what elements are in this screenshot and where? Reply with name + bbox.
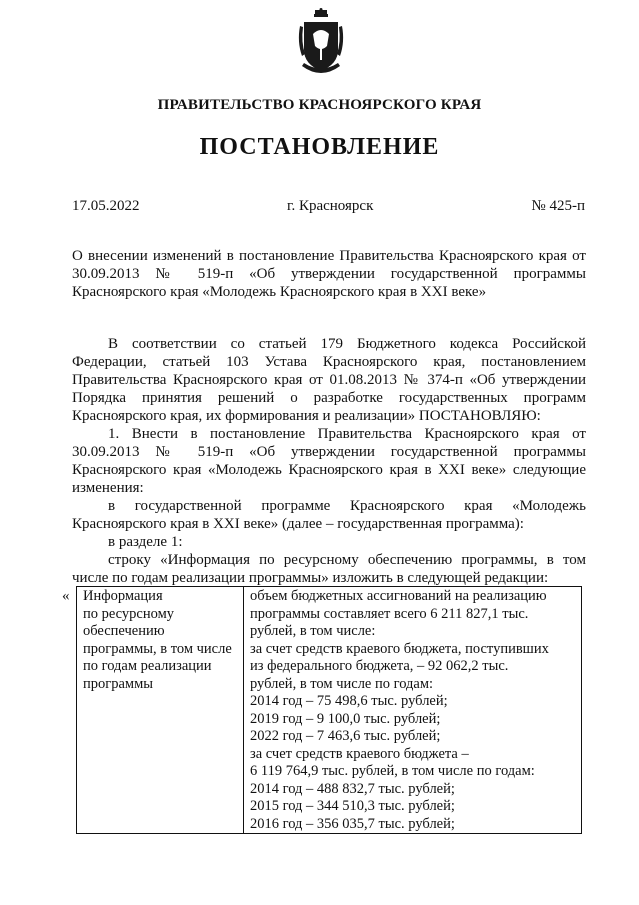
table-value-line: 2019 год – 9 100,0 тыс. рублей; [250, 710, 441, 727]
table-value-line: 2014 год – 488 832,7 тыс. рублей; [250, 780, 455, 797]
table-label-line: Информация [83, 588, 163, 604]
table-label-line: программы, в том числе [83, 640, 232, 657]
government-title: ПРАВИТЕЛЬСТВО КРАСНОЯРСКОГО КРАЯ [157, 97, 482, 113]
document-number: № 425-п [531, 198, 585, 214]
document-date: 17.05.2022 [72, 198, 140, 214]
table-value-line: из федерального бюджета, – 92 062,2 тыс. [250, 658, 509, 674]
krasnoyarsk-coat-of-arms-icon [296, 8, 346, 78]
table-label-line: по годам реализации [83, 658, 212, 674]
table-value-cell [244, 587, 582, 834]
document-body [72, 335, 586, 587]
table-label-cell [77, 587, 244, 834]
table-value-line: 2014 год – 75 498,6 тыс. рублей; [250, 693, 448, 709]
table-label-line: по ресурсному [83, 605, 175, 622]
body-paragraph: 1. Внести в постановление Правительства Красноярского края от 30.09.2013 № 519-п «Об утверждении государственной программы Красноярского края «Молодежь Красноярского края в XXI веке» следующие изменения: [72, 426, 586, 496]
resource-info-table [76, 586, 582, 834]
table-value-line: за счет средств краевого бюджета – [250, 745, 469, 762]
table-row [77, 587, 582, 834]
table-value-line: программы составляет всего 6 211 827,1 тыс. [250, 605, 529, 622]
table-label-line: обеспечению [83, 623, 165, 639]
body-paragraph: В соответствии со статьей 179 Бюджетного кодекса Российской Федерации, статьей 103 Устава Красноярского края, постановлением Правительства Красноярского края от 01.08.2013 № 374-п «Об утверждении Порядка принятия решений о разработке государственных программ Красноярского края, их формирования и реализации» ПОСТАНОВЛЯЮ: [72, 336, 586, 424]
table-value-line: рублей, в том числе: [250, 623, 376, 639]
table-value-line: рублей, в том числе по годам: [250, 675, 434, 692]
table-label-line: программы [83, 675, 153, 692]
document-subject: О внесении изменений в постановление Правительства Красноярского края от 30.09.2013 № 519-п «Об утверждении государственной программы Красноярского края «Молодежь Красноярского края в XXI веке» [72, 248, 586, 300]
opening-quote-mark: « [62, 588, 70, 604]
table-value-line: 2015 год – 344 510,3 тыс. рублей; [250, 798, 455, 814]
table-value-line: за счет средств краевого бюджета, поступивших [250, 640, 549, 657]
table-value-line: 2016 год – 356 035,7 тыс. рублей; [250, 815, 455, 832]
body-paragraph: в разделе 1: [108, 534, 183, 550]
document-type-title: ПОСТАНОВЛЕНИЕ [199, 134, 440, 160]
body-paragraph: в государственной программе Красноярского края «Молодежь Красноярского края в XXI веке» (далее – государственная программа): [72, 498, 586, 532]
table-value-line: 2022 год – 7 463,6 тыс. рублей; [250, 728, 441, 744]
body-paragraph: строку «Информация по ресурсному обеспечению программы, в том числе по годам реализации программы» изложить в следующей редакции: [72, 552, 586, 586]
table-value-line: 6 119 764,9 тыс. рублей, в том числе по годам: [250, 763, 535, 779]
document-city: г. Красноярск [287, 198, 374, 214]
table-value-line: объем бюджетных ассигнований на реализацию [250, 588, 547, 604]
